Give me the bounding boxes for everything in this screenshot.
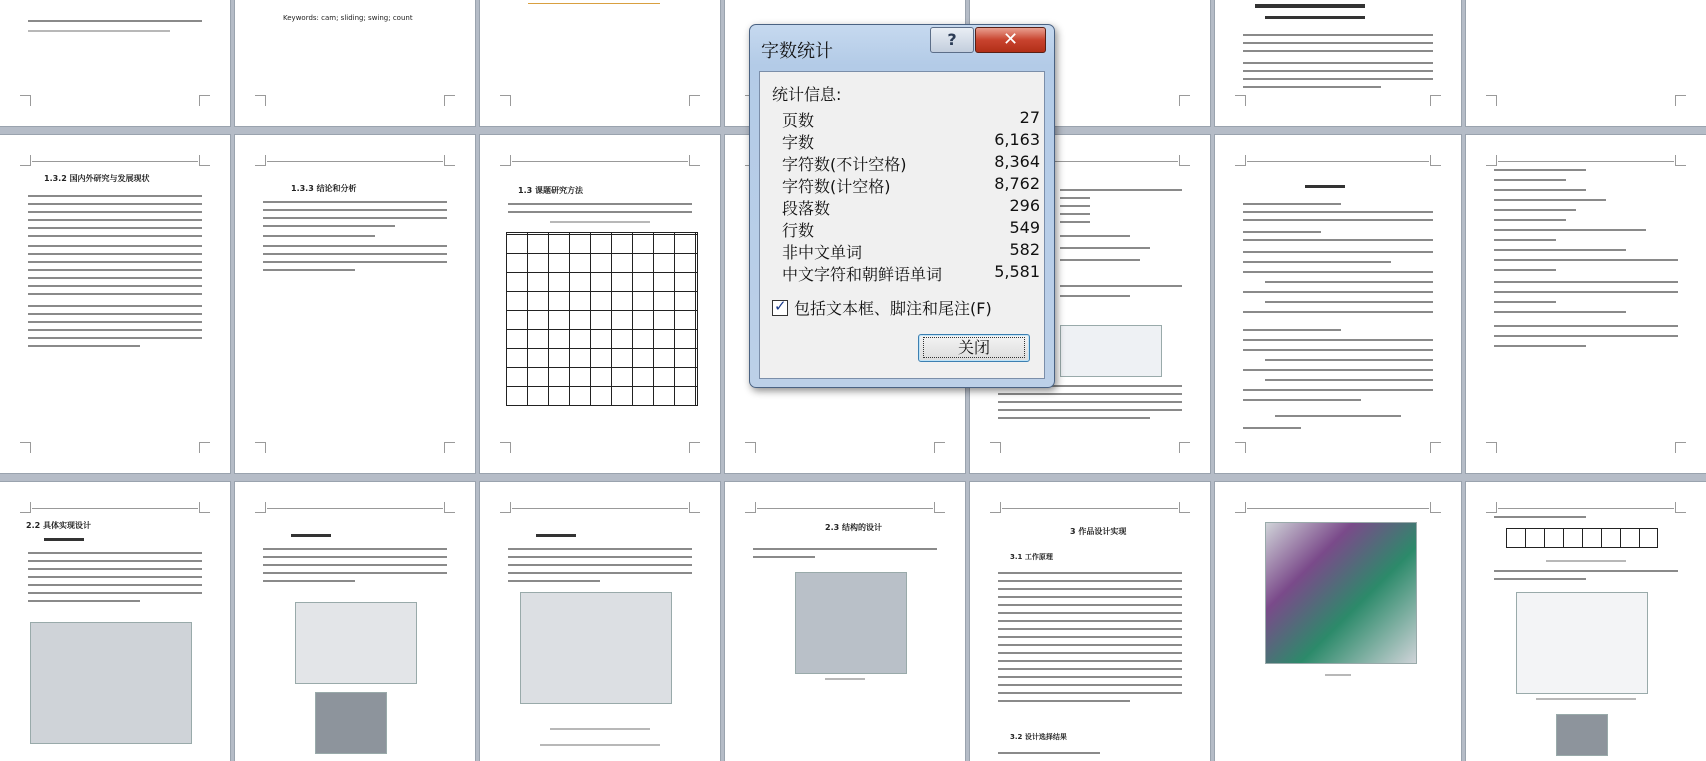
crop-mark	[444, 502, 455, 513]
text-line	[998, 692, 1182, 694]
text-line	[1494, 311, 1626, 313]
crop-mark	[689, 502, 700, 513]
text-line	[1494, 301, 1556, 303]
crop-mark	[990, 442, 1001, 453]
text-line	[263, 580, 355, 582]
stat-label: 字数	[782, 133, 815, 152]
text-line	[28, 227, 202, 229]
section-heading: 3.1 工作原理	[1010, 553, 1053, 561]
text-line	[998, 596, 1182, 598]
section-heading: 1.3 课题研究方法	[518, 186, 583, 195]
text-line	[1243, 203, 1341, 205]
text-line	[998, 668, 1182, 670]
text-line	[550, 221, 650, 223]
text-line	[753, 548, 937, 550]
text-line	[28, 552, 202, 554]
text-line	[1243, 291, 1433, 293]
cad-figure	[295, 602, 417, 684]
text-line	[28, 576, 202, 578]
crop-mark	[689, 155, 700, 166]
caption-line	[550, 728, 650, 730]
text-line	[508, 211, 692, 213]
document-page[interactable]	[235, 482, 475, 761]
crop-mark	[1430, 442, 1441, 453]
text-line	[508, 548, 692, 550]
text-line	[28, 261, 202, 263]
text-line	[263, 235, 375, 237]
crop-mark	[990, 502, 1001, 513]
text-line	[1494, 209, 1576, 211]
crop-mark	[1235, 95, 1246, 106]
word-count-dialog[interactable]	[749, 24, 1055, 388]
text-line	[263, 269, 355, 271]
text-line	[998, 572, 1182, 574]
section-heading: 1.3.2 国内外研究与发展现状	[44, 174, 150, 183]
crop-mark	[1179, 95, 1190, 106]
section-heading: 1.3.3 结论和分析	[291, 184, 357, 193]
heading	[1265, 16, 1365, 19]
cad-figure	[520, 592, 672, 704]
text-line	[753, 556, 815, 558]
crop-mark	[255, 155, 266, 166]
document-page[interactable]	[0, 135, 230, 473]
crop-mark	[444, 442, 455, 453]
header-line	[1247, 161, 1429, 162]
text-line	[998, 409, 1182, 411]
text-line	[1243, 369, 1433, 371]
stats-group-label: 统计信息:	[772, 85, 842, 104]
stat-label: 字符数(计空格)	[782, 177, 891, 196]
text-line	[1494, 516, 1586, 518]
text-line	[263, 209, 447, 211]
cad-assembly-figure	[1265, 522, 1417, 664]
figure-line	[528, 3, 660, 4]
text-line	[1243, 231, 1321, 233]
text-line	[1494, 179, 1566, 181]
text-line	[1060, 295, 1130, 297]
text-line	[1243, 339, 1433, 341]
crop-mark	[1179, 502, 1190, 513]
crop-mark	[1675, 155, 1686, 166]
text-line	[1243, 34, 1433, 36]
caption-line	[1536, 698, 1636, 700]
crop-mark	[1430, 502, 1441, 513]
text-line	[28, 337, 202, 339]
section-heading: 2.2 具体实现设计	[26, 521, 91, 530]
text-line	[28, 592, 202, 594]
close-button-label: 关闭	[923, 337, 1025, 358]
document-page[interactable]	[970, 482, 1210, 761]
section-heading: 2.3 结构的设计	[825, 523, 882, 532]
text-line	[1243, 251, 1433, 253]
dialog-title: 字数统计	[761, 41, 833, 62]
crop-mark	[1235, 502, 1246, 513]
text-line	[1494, 219, 1566, 221]
stat-row-words	[782, 130, 1040, 152]
text-line	[28, 345, 140, 347]
text-line	[263, 564, 447, 566]
text-line	[28, 600, 140, 602]
text-line	[1243, 86, 1381, 88]
text-line	[1060, 197, 1090, 199]
crop-mark	[1179, 442, 1190, 453]
crop-mark	[20, 502, 31, 513]
text-line	[263, 548, 447, 550]
crop-mark	[1486, 95, 1497, 106]
crop-mark	[500, 95, 511, 106]
text-line	[263, 245, 447, 247]
text-line	[1243, 50, 1433, 52]
text-line	[1494, 335, 1678, 337]
crop-mark	[1675, 502, 1686, 513]
section-heading: 3 作品设计实现	[1070, 527, 1127, 536]
crop-mark	[20, 95, 31, 106]
document-page[interactable]	[480, 0, 720, 126]
text-line	[998, 752, 1100, 754]
header-line	[32, 508, 198, 509]
crop-mark	[444, 155, 455, 166]
text-line	[263, 556, 447, 558]
text-line	[998, 612, 1182, 614]
stat-row-chars-with-spaces	[782, 174, 1040, 196]
crop-mark	[500, 155, 511, 166]
stat-value: 27	[1019, 108, 1040, 127]
header-line	[32, 161, 198, 162]
text-line	[998, 660, 1182, 662]
stat-row-cjk-chars	[782, 262, 1040, 284]
text-line	[1243, 239, 1433, 241]
text-line	[508, 580, 600, 582]
text-line	[1494, 269, 1556, 271]
text-line	[1243, 70, 1433, 72]
document-page[interactable]	[1466, 482, 1706, 761]
text-line	[1060, 205, 1090, 207]
text-line	[28, 253, 202, 255]
document-page[interactable]	[1215, 482, 1461, 761]
document-page[interactable]	[1466, 0, 1706, 126]
text-line	[998, 604, 1182, 606]
text-line	[1494, 249, 1626, 251]
crop-mark	[1235, 442, 1246, 453]
text-line	[263, 201, 447, 203]
text-line	[28, 293, 202, 295]
text-line	[28, 235, 202, 237]
text-line	[1243, 211, 1433, 213]
text-line	[28, 285, 202, 287]
crop-mark	[444, 95, 455, 106]
text-line	[1275, 415, 1401, 417]
text-line	[28, 211, 202, 213]
crop-mark	[1235, 155, 1246, 166]
data-table	[1506, 528, 1658, 548]
section-heading: 3.2 设计选择结果	[1010, 733, 1067, 741]
text-line	[1060, 259, 1140, 261]
text-line	[998, 684, 1182, 686]
checkbox-label: 包括文本框、脚注和尾注(F)	[794, 299, 992, 318]
text-line	[998, 588, 1182, 590]
text-line	[1494, 259, 1678, 261]
crop-mark	[1430, 95, 1441, 106]
stat-label: 页数	[782, 111, 815, 130]
text-line	[1243, 62, 1433, 64]
document-page[interactable]	[1215, 135, 1461, 473]
heading	[291, 534, 331, 537]
crop-mark	[745, 442, 756, 453]
header-line	[267, 508, 443, 509]
text-line	[1243, 349, 1433, 351]
text-line	[28, 269, 202, 271]
text-line	[1494, 578, 1586, 580]
crop-mark	[1486, 442, 1497, 453]
text-line	[1494, 570, 1678, 572]
document-page[interactable]	[1215, 0, 1461, 126]
crop-mark	[745, 502, 756, 513]
text-line	[998, 393, 1182, 395]
text-line	[1060, 247, 1150, 249]
stat-value: 6,163	[994, 130, 1040, 149]
text-line	[263, 261, 447, 263]
caption-line	[1546, 560, 1626, 562]
text-line	[1243, 271, 1433, 273]
header-line	[512, 161, 688, 162]
text-line	[508, 556, 692, 558]
text-line	[1243, 78, 1433, 80]
text-line	[508, 564, 692, 566]
heading	[44, 538, 84, 541]
text-line	[998, 700, 1130, 702]
text-line	[1494, 229, 1646, 231]
document-page[interactable]	[235, 135, 475, 473]
text-line	[1243, 329, 1341, 331]
crop-mark	[500, 502, 511, 513]
text-line	[1494, 239, 1556, 241]
stat-label: 中文字符和朝鲜语单词	[782, 265, 943, 284]
text-line	[1060, 221, 1090, 223]
caption-line	[825, 678, 865, 680]
header-line	[757, 508, 933, 509]
heading	[1305, 185, 1345, 188]
text-line	[1243, 427, 1301, 429]
header-line	[512, 508, 688, 509]
text-line	[998, 628, 1182, 630]
crop-mark	[199, 502, 210, 513]
text-line	[263, 225, 395, 227]
text-line	[1243, 311, 1433, 313]
text-line	[263, 253, 447, 255]
crop-mark	[500, 442, 511, 453]
cad-figure	[795, 572, 907, 674]
crop-mark	[1675, 95, 1686, 106]
crop-mark	[20, 442, 31, 453]
stat-value: 582	[1009, 240, 1040, 259]
text-line	[1494, 169, 1586, 171]
text-line	[28, 321, 202, 323]
text-line	[28, 30, 170, 32]
crop-mark	[199, 95, 210, 106]
text-line	[1243, 261, 1391, 263]
text-line	[263, 572, 447, 574]
keywords-text: Keywords: cam; sliding; swing; count	[283, 14, 413, 22]
text-line	[998, 417, 1150, 419]
stat-label: 非中文单词	[782, 243, 863, 262]
text-line	[1494, 345, 1586, 347]
stat-row-paragraphs	[782, 196, 1040, 218]
text-line	[28, 195, 202, 197]
dialog-body	[759, 71, 1045, 379]
stat-value: 8,762	[994, 174, 1040, 193]
text-line	[508, 572, 692, 574]
crop-mark	[1486, 502, 1497, 513]
stat-value: 8,364	[994, 152, 1040, 171]
header-line	[1002, 508, 1178, 509]
text-line	[508, 203, 692, 205]
text-line	[998, 636, 1182, 638]
motor-drawing	[1516, 592, 1648, 694]
text-line	[998, 676, 1182, 678]
text-line	[1265, 379, 1433, 381]
crop-mark	[934, 502, 945, 513]
document-page[interactable]	[480, 135, 720, 473]
text-line	[1060, 189, 1182, 191]
stat-label: 字符数(不计空格)	[782, 155, 907, 174]
document-page[interactable]	[0, 0, 230, 126]
stat-value: 549	[1009, 218, 1040, 237]
text-line	[998, 620, 1182, 622]
text-line	[1494, 291, 1678, 293]
crop-mark	[1430, 155, 1441, 166]
close-icon[interactable]: ✕	[975, 27, 1046, 53]
crop-mark	[199, 155, 210, 166]
heading	[1255, 4, 1365, 8]
text-line	[28, 219, 202, 221]
stat-row-non-cjk-words	[782, 240, 1040, 262]
crop-mark	[20, 155, 31, 166]
header-line	[1498, 161, 1674, 162]
document-page[interactable]	[480, 482, 720, 761]
motor-figure	[1556, 714, 1608, 756]
crop-mark	[1486, 155, 1497, 166]
text-line	[28, 584, 202, 586]
crop-mark	[689, 442, 700, 453]
text-line	[998, 652, 1182, 654]
text-line	[1494, 281, 1678, 283]
text-line	[1243, 219, 1433, 221]
stat-row-pages	[782, 108, 1040, 130]
stat-row-lines	[782, 218, 1040, 240]
crop-mark	[934, 442, 945, 453]
stat-value: 5,581	[994, 262, 1040, 281]
caption-line	[1325, 674, 1351, 676]
text-line	[1060, 213, 1090, 215]
cad-figure	[30, 622, 192, 744]
header-line	[1498, 508, 1674, 509]
text-line	[28, 20, 202, 22]
document-page[interactable]	[1466, 135, 1706, 473]
text-line	[28, 329, 202, 331]
crop-mark	[689, 95, 700, 106]
text-line	[998, 580, 1182, 582]
text-line	[1265, 359, 1433, 361]
text-line	[1265, 281, 1433, 283]
document-page[interactable]	[725, 482, 965, 761]
text-line	[1243, 42, 1433, 44]
header-line	[1247, 508, 1429, 509]
text-line	[1265, 301, 1433, 303]
crop-mark	[199, 442, 210, 453]
text-line	[28, 203, 202, 205]
data-table	[506, 232, 698, 406]
caption-line	[540, 744, 660, 746]
heading	[536, 534, 576, 537]
text-line	[998, 401, 1182, 403]
text-line	[1243, 399, 1361, 401]
close-button[interactable]	[918, 334, 1030, 362]
text-line	[1494, 199, 1606, 201]
crop-mark	[255, 95, 266, 106]
text-line	[1060, 285, 1182, 287]
stat-value: 296	[1009, 196, 1040, 215]
text-line	[263, 217, 447, 219]
text-line	[28, 568, 202, 570]
crop-mark	[255, 502, 266, 513]
header-line	[267, 161, 443, 162]
gear-figure	[315, 692, 387, 754]
document-page[interactable]	[0, 482, 230, 761]
include-textboxes-checkbox[interactable]	[772, 296, 992, 319]
stat-row-chars-no-spaces	[782, 152, 1040, 174]
text-line	[1060, 235, 1130, 237]
text-line	[28, 560, 202, 562]
text-line	[1494, 325, 1678, 327]
text-line	[1494, 189, 1586, 191]
document-page[interactable]	[235, 0, 475, 126]
help-button[interactable]: ?	[930, 27, 974, 53]
checkbox-checked-icon[interactable]	[772, 300, 788, 316]
stat-label: 段落数	[782, 199, 831, 218]
text-line	[28, 277, 202, 279]
stat-label: 行数	[782, 221, 815, 240]
text-line	[1243, 389, 1433, 391]
text-line	[28, 313, 202, 315]
crop-mark	[255, 442, 266, 453]
text-line	[998, 644, 1182, 646]
crop-mark	[1675, 442, 1686, 453]
chart-figure	[1060, 325, 1162, 377]
text-line	[28, 245, 202, 247]
crop-mark	[1179, 155, 1190, 166]
text-line	[28, 305, 202, 307]
